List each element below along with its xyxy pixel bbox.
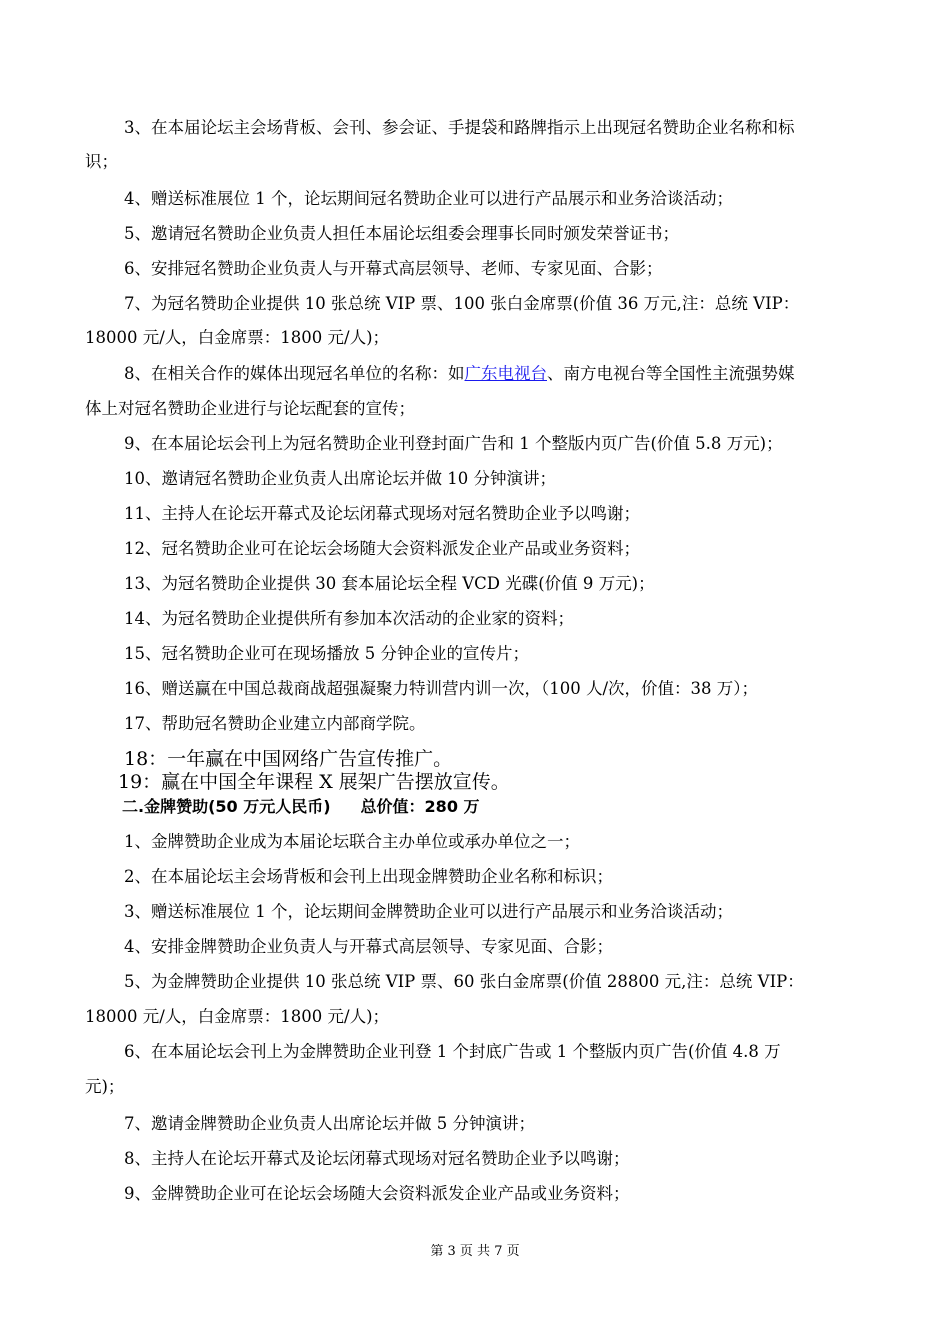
list-item <box>0 896 950 928</box>
list-item <box>0 568 950 600</box>
text-line: 8、主持人在论坛开幕式及论坛闭幕式现场对冠名赞助企业予以鸣谢； <box>124 1149 630 1168</box>
list-item <box>0 1143 950 1175</box>
list-item <box>0 253 950 285</box>
text-line: 3、在本届论坛主会场背板、会刊、参会证、手提袋和路牌指示上出现冠名赞助企业名称和标 <box>124 118 795 137</box>
text-line: 8、在相关合作的媒体出现冠名单位的名称：如 <box>124 364 465 383</box>
text-line: 10、邀请冠名赞助企业负责人出席论坛并做 10 分钟演讲； <box>124 469 556 488</box>
text-line: 5、邀请冠名赞助企业负责人担任本届论坛组委会理事长同时颁发荣誉证书； <box>124 224 679 243</box>
list-item <box>0 638 950 670</box>
list-item <box>0 603 950 635</box>
list-item <box>0 533 950 565</box>
text-line: 13、为冠名赞助企业提供 30 套本届论坛全程 VCD 光碟(价值 9 万元)； <box>124 574 655 593</box>
text-line: 12、冠名赞助企业可在论坛会场随大会资料派发企业产品或业务资料； <box>124 539 640 558</box>
text-line: 5、为金牌赞助企业提供 10 张总统 VIP 票、60 张白金席票(价值 28800 元,注：总统 VIP： <box>124 972 804 991</box>
list-item <box>0 463 950 495</box>
tv-station-link[interactable]: 广东电视台 <box>464 364 547 383</box>
list-item <box>0 861 950 893</box>
list-item-continuation <box>0 322 950 354</box>
list-item <box>0 931 950 963</box>
text-line: 7、为冠名赞助企业提供 10 张总统 VIP 票、100 张白金席票(价值 36 万元,注：总统 VIP： <box>124 294 800 313</box>
list-item <box>0 708 950 740</box>
list-item <box>0 1178 950 1210</box>
heading-title: 二.金牌赞助(50 万元人民币) <box>122 797 331 816</box>
text-line: 、南方电视台等全国性主流强势媒 <box>547 364 795 383</box>
list-item <box>0 1036 950 1068</box>
text-line: 18000 元/人，白金席票：1800 元/人)； <box>85 1007 390 1026</box>
text-line: 15、冠名赞助企业可在现场播放 5 分钟企业的宣传片； <box>124 644 529 663</box>
text-line: 11、主持人在论坛开幕式及论坛闭幕式现场对冠名赞助企业予以鸣谢； <box>124 504 640 523</box>
text-line: 19：赢在中国全年课程 X 展架广告摆放宣传。 <box>118 771 510 793</box>
text-line: 14、为冠名赞助企业提供所有参加本次活动的企业家的资料； <box>124 609 574 628</box>
text-line: 9、在本届论坛会刊上为冠名赞助企业刊登封面广告和 1 个整版内页广告(价值 5.8 万元)； <box>124 434 783 453</box>
heading-total-value: 总价值：280 万 <box>360 797 480 816</box>
list-item-continuation <box>0 146 950 178</box>
section-heading <box>0 791 950 823</box>
list-item <box>0 673 950 705</box>
text-line: 6、安排冠名赞助企业负责人与开幕式高层领导、老师、专家见面、合影； <box>124 259 663 278</box>
list-item-continuation <box>0 393 950 425</box>
text-line: 18000 元/人，白金席票：1800 元/人)； <box>85 328 390 347</box>
list-item <box>0 498 950 530</box>
list-item <box>0 1108 950 1140</box>
list-item <box>0 428 950 460</box>
list-item <box>0 966 950 998</box>
text-line: 4、安排金牌赞助企业负责人与开幕式高层领导、专家见面、合影； <box>124 937 613 956</box>
list-item <box>0 112 950 144</box>
text-line: 识； <box>85 152 118 171</box>
list-item <box>0 218 950 250</box>
text-line: 3、赠送标准展位 1 个，论坛期间金牌赞助企业可以进行产品展示和业务洽谈活动； <box>124 902 733 921</box>
text-line: 17、帮助冠名赞助企业建立内部商学院。 <box>124 714 426 733</box>
text-line: 元)； <box>85 1077 125 1096</box>
text-line: 体上对冠名赞助企业进行与论坛配套的宣传； <box>85 399 415 418</box>
text-line: 4、赠送标准展位 1 个，论坛期间冠名赞助企业可以进行产品展示和业务洽谈活动； <box>124 189 733 208</box>
list-item <box>0 358 950 390</box>
list-item <box>0 288 950 320</box>
list-item-continuation <box>0 1071 950 1103</box>
text-line: 18：一年赢在中国网络广告宣传推广。 <box>124 748 453 770</box>
text-line: 16、赠送赢在中国总裁商战超强凝聚力特训营内训一次，（100 人/次，价值：38 万）； <box>124 679 759 698</box>
list-item <box>0 183 950 215</box>
text-line: 7、邀请金牌赞助企业负责人出席论坛并做 5 分钟演讲； <box>124 1114 535 1133</box>
text-line: 2、在本届论坛主会场背板和会刊上出现金牌赞助企业名称和标识； <box>124 867 613 886</box>
page-footer: 第 3 页 共 7 页 <box>430 1244 520 1259</box>
text-line: 9、金牌赞助企业可在论坛会场随大会资料派发企业产品或业务资料； <box>124 1184 630 1203</box>
list-item-continuation <box>0 1001 950 1033</box>
list-item <box>0 826 950 858</box>
text-line: 1、金牌赞助企业成为本届论坛联合主办单位或承办单位之一； <box>124 832 580 851</box>
text-line: 6、在本届论坛会刊上为金牌赞助企业刊登 1 个封底广告或 1 个整版内页广告(价值 4.8 万 <box>124 1042 781 1061</box>
